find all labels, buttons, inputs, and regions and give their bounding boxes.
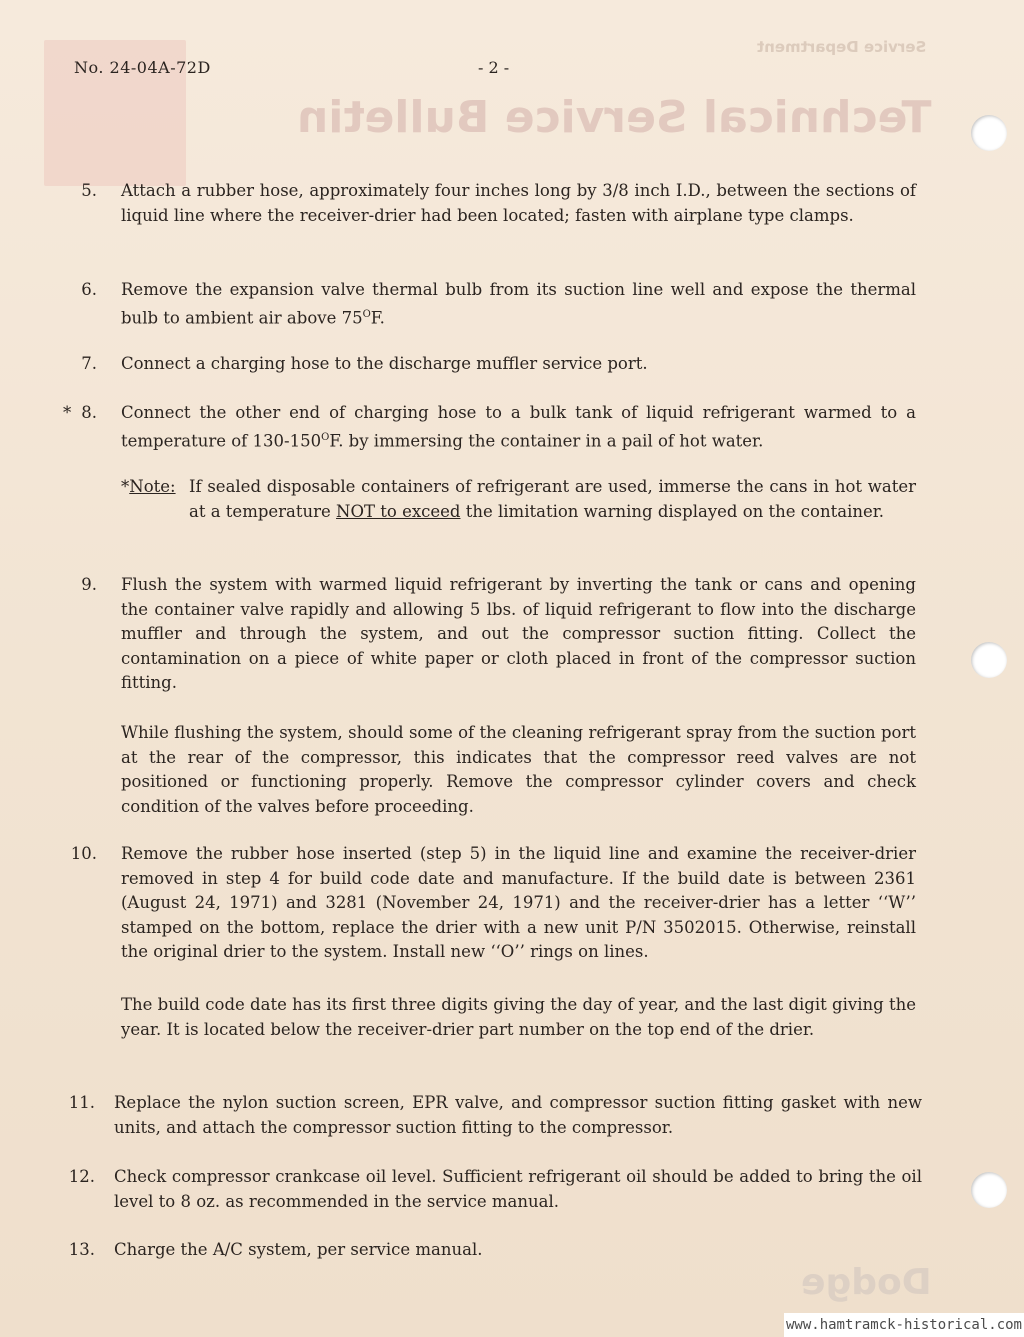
page-number: - 2 - bbox=[478, 58, 510, 77]
step-text: Connect a charging hose to the discharge muffler service port. bbox=[121, 354, 648, 373]
step-number: 10. bbox=[70, 844, 97, 863]
degree-mark: O bbox=[321, 431, 330, 443]
step-text: Flush the system with warmed liquid refrigerant by inverting the tank or cans and opening the container valve rapidly and allowing 5 lbs. of liquid refrigerant to flow into the discharge muffler and through the system, and out the compressor suction fitting. Collect the contamination on a piece of white paper or cloth placed in front of the compressor suction fitting. bbox=[121, 575, 916, 692]
step-number: 6. bbox=[81, 280, 97, 299]
note-text: If sealed disposable containers of refrigerant are used, immerse the cans in hot water at a temperature NOT to exceed the limitation warning displayed on the container. bbox=[189, 477, 916, 521]
step-text: Connect the other end of charging hose to a bulk tank of liquid refrigerant warmed to a temperature of $130-150^OF$. by immersing the container in a pail of hot water. bbox=[121, 403, 916, 450]
degree-mark: O bbox=[362, 308, 371, 320]
bulletin-number: No. 24-04A-72D bbox=[74, 58, 211, 77]
revision-asterisk: * bbox=[63, 403, 72, 422]
binder-hole-middle bbox=[971, 642, 1007, 678]
step-number: 13. bbox=[68, 1240, 95, 1259]
step-number: 7. bbox=[81, 354, 97, 373]
binder-hole-top bbox=[971, 115, 1007, 151]
binder-hole-bottom bbox=[971, 1172, 1007, 1208]
step-text: Check compressor crankcase oil level. Sufficient refrigerant oil should be added to bring the oil level to 8 oz. as recommended in the service manual. bbox=[114, 1167, 922, 1211]
note-emphasis: NOT to exceed bbox=[336, 501, 461, 521]
step-text: Charge the A/C system, per service manual. bbox=[114, 1240, 483, 1259]
ghost-department-text: Service Department bbox=[756, 38, 926, 56]
step-text: Replace the nylon suction screen, EPR valve, and compressor suction fitting gasket with new units, and attach the compressor suction fitting to the compressor. bbox=[114, 1093, 922, 1137]
step-number: 8. bbox=[81, 403, 97, 422]
build-code-paragraph: The build code date has its first three digits giving the day of year, and the last digit giving the year. It is located below the receiver-drier part number on the top end of the drier. bbox=[121, 995, 916, 1039]
step-text: Attach a rubber hose, approximately four inches long by 3/8 inch I.D., between the sections of liquid line where the receiver-drier had been located; fasten with airplane type clamps. bbox=[121, 181, 916, 225]
step-text: Remove the rubber hose inserted (step 5) in the liquid line and examine the receiver-drier removed in step 4 for build code date and manufacture. If the build date is between 2361 (August 24, 1971) and 3281 (November 24, 1971) and the receiver-drier has a letter ‘‘W’’ stamped on the bottom, replace the drier with a new unit P/N 3502015. Otherwise, reinstall the original drier to the system. Install new ‘‘O’’ rings on lines. bbox=[121, 844, 916, 961]
note-label: *Note: bbox=[121, 477, 176, 496]
flushing-warning-paragraph: While flushing the system, should some of the cleaning refrigerant spray from the suction port at the rear of the compressor, this indicates that the compressor reed valves are not positioned or functioning properly. Remove the compressor cylinder covers and check condition of the valves before proceeding. bbox=[121, 723, 916, 816]
ghost-title-text: Technical Service Bulletin bbox=[297, 92, 932, 143]
step-text: Remove the expansion valve thermal bulb from its suction line well and expose the thermal bulb to ambient air above $75^OF$. bbox=[121, 280, 916, 327]
step-number: 12. bbox=[68, 1167, 95, 1186]
step-number: 11. bbox=[68, 1093, 95, 1112]
ghost-brand-text: Dodge bbox=[801, 1262, 932, 1303]
step-number: 9. bbox=[81, 575, 97, 594]
site-watermark: www.hamtramck-historical.com bbox=[784, 1313, 1024, 1337]
step-number: 5. bbox=[81, 181, 97, 200]
